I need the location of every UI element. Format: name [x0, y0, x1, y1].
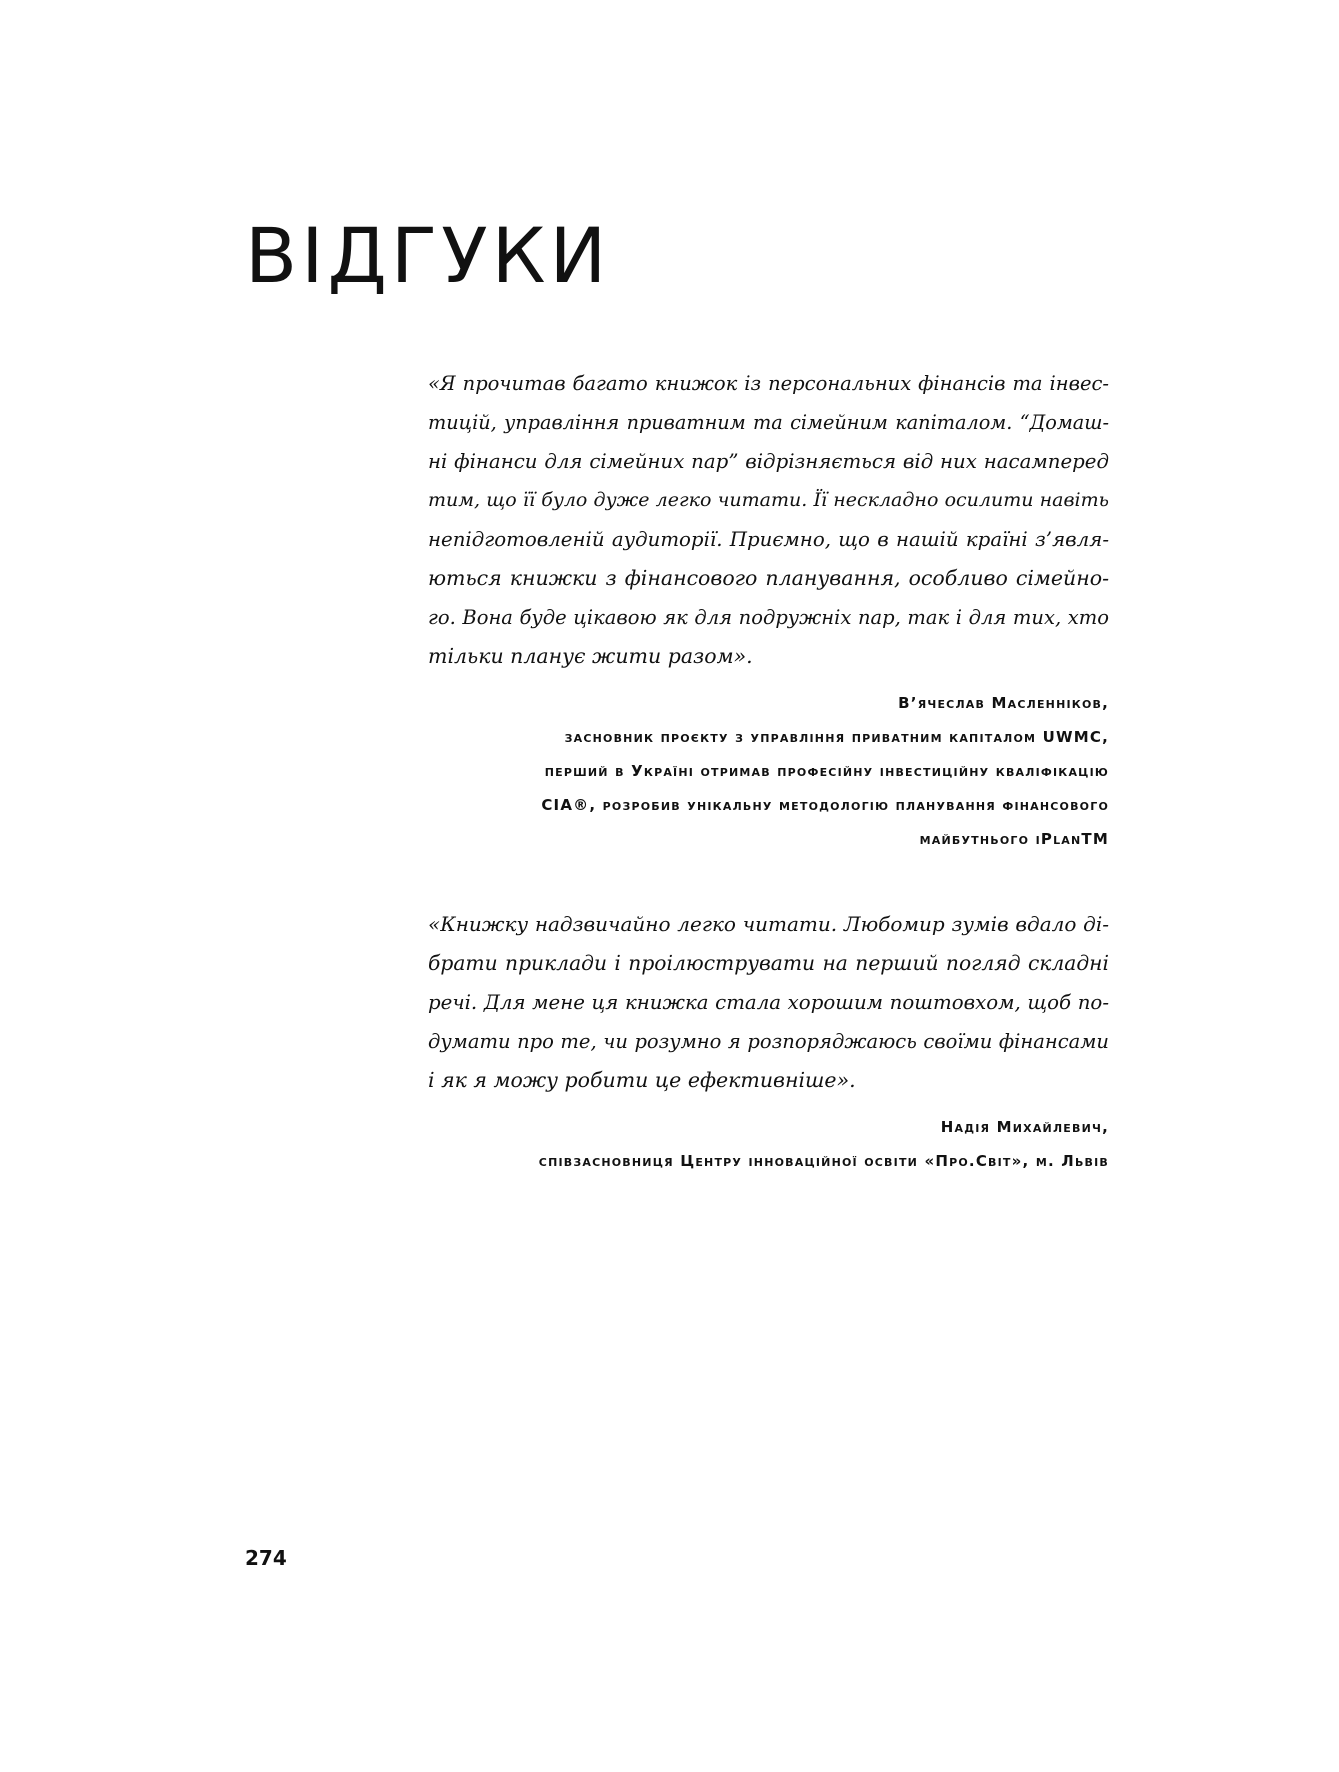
- quote-line: думати про те, чи розумно я розпоряджаюсь своїми фінансами: [428, 1030, 1109, 1053]
- author-role-line: CIA®, розробив унікальну методологію планування фінансового: [541, 796, 1109, 814]
- author-role-line: співзасновниця Центру інноваційної освіти «Про.Світ», м. Львів: [538, 1152, 1109, 1170]
- quote-line: і як я можу робити це ефективніше».: [428, 1068, 856, 1092]
- quote-line: непідготовленій аудиторії. Приємно, що в нашій країні з’явля-: [428, 528, 1109, 551]
- quote-line: «Книжку надзвичайно легко читати. Любомир зумів вдало ді-: [428, 912, 1109, 936]
- quote-line: речі. Для мене ця книжка стала хорошим поштовхом, щоб по-: [428, 991, 1109, 1014]
- testimonial-attribution: [428, 1110, 1109, 1178]
- page-number: 274: [245, 1546, 287, 1570]
- testimonial-attribution: [428, 686, 1109, 856]
- author-role-line: засновник проєкту з управління приватним капіталом UWMC,: [564, 728, 1109, 746]
- quote-line: тицій, управління приватним та сімейним капіталом. “Домаш-: [428, 411, 1109, 434]
- testimonial-quote: [428, 364, 1109, 676]
- testimonial: [428, 364, 1109, 856]
- testimonial-quote: [428, 905, 1109, 1100]
- page-title: ВІДГУКИ: [245, 211, 611, 300]
- author-role-line: майбутнього iPlanTM: [919, 830, 1109, 848]
- testimonial-author: В’ячеслав Масленніков,: [898, 694, 1109, 712]
- quote-line: го. Вона буде цікавою як для подружніх пар, так і для тих, хто: [428, 606, 1109, 629]
- quote-line: «Я прочитав багато книжок із персональних фінансів та інвес-: [428, 372, 1109, 395]
- quote-line: ні фінанси для сімейних пар” відрізняється від них насамперед: [428, 450, 1109, 473]
- quote-line: брати приклади і проілюструвати на перший погляд складні: [428, 951, 1109, 975]
- quote-line: тільки планує жити разом».: [428, 644, 753, 668]
- quote-line: тим, що її було дуже легко читати. Її нескладно осилити навіть: [428, 489, 1109, 511]
- testimonial: [428, 905, 1109, 1178]
- quote-line: ються книжки з фінансового планування, особливо сімейно-: [428, 566, 1109, 590]
- author-role-line: перший в Україні отримав професійну інвестиційну кваліфікацію: [544, 762, 1109, 780]
- testimonial-author: Надія Михайлевич,: [940, 1118, 1109, 1136]
